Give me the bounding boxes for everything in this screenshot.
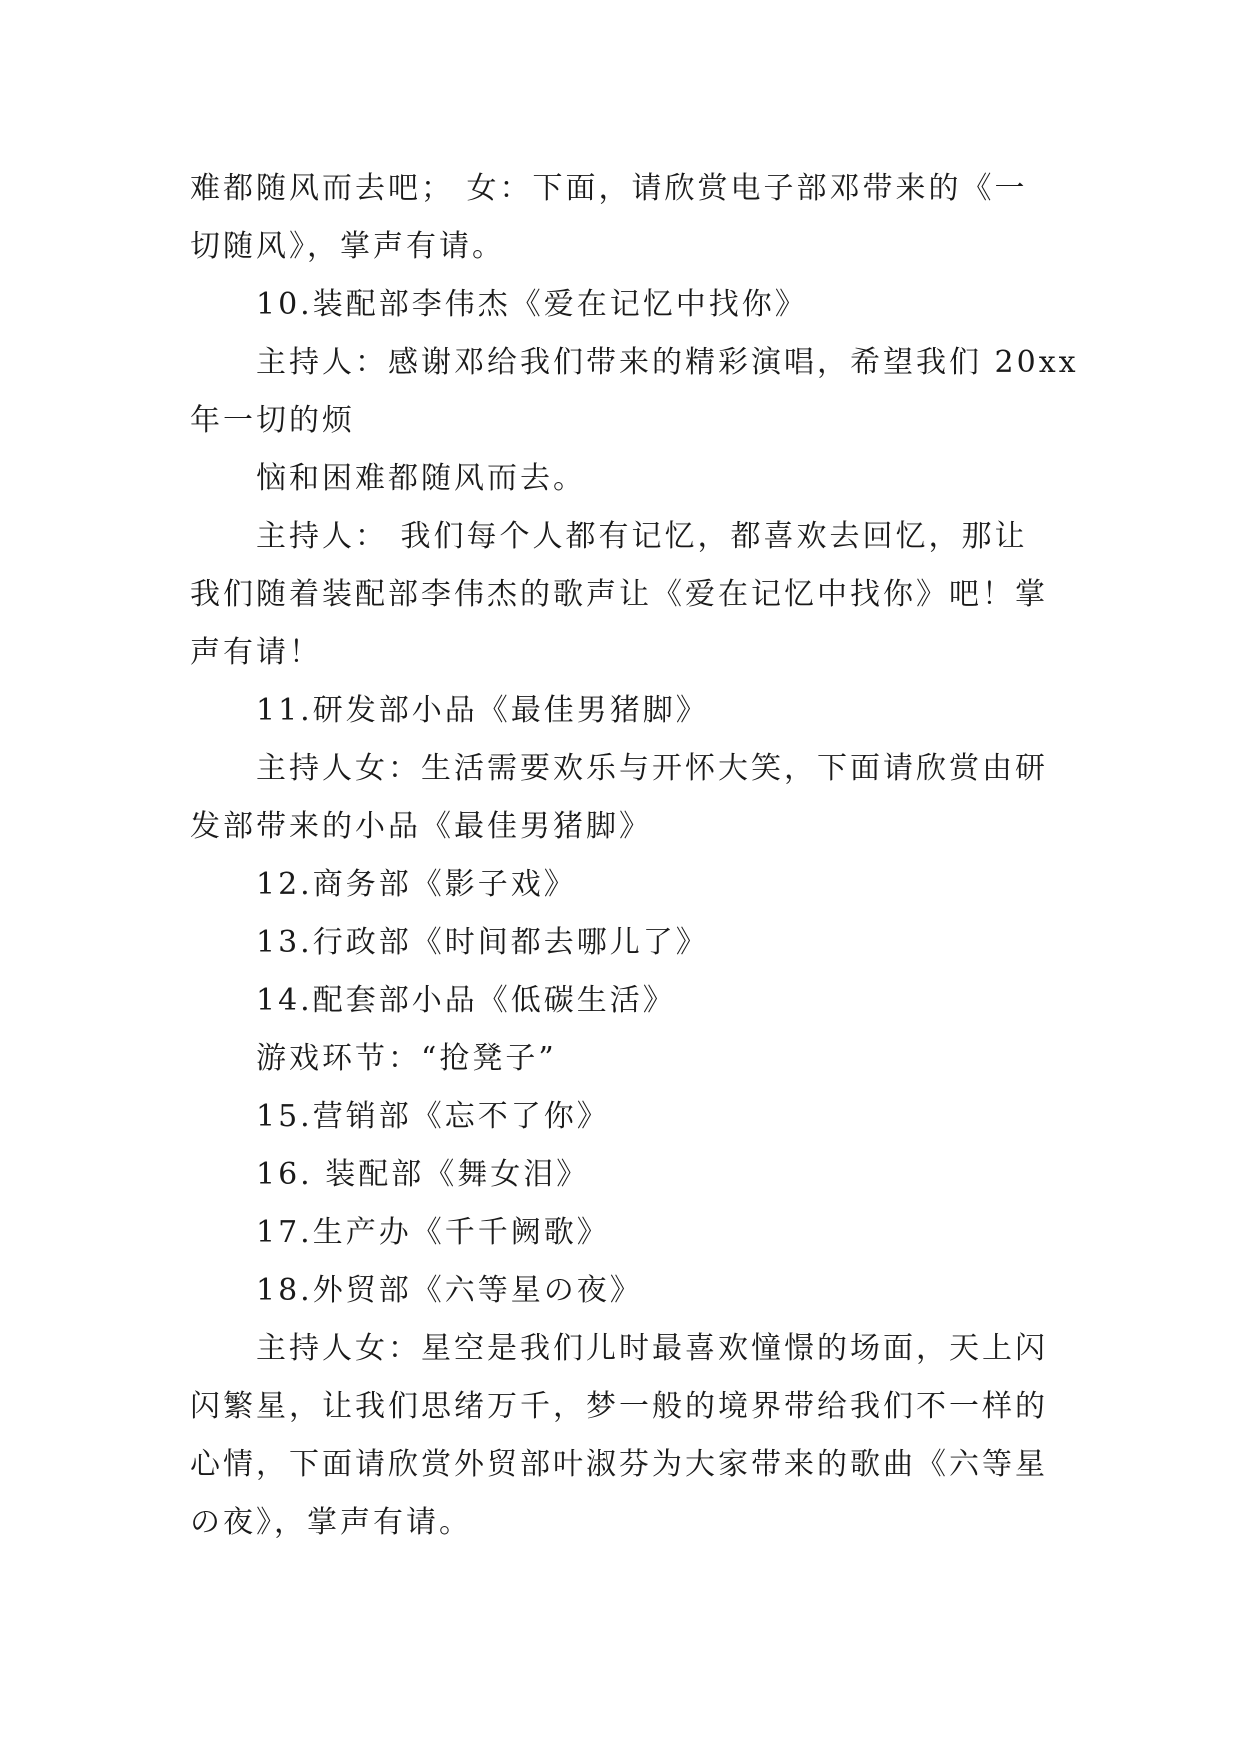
text-line: 恼和困难都随风而去。 [256,461,586,496]
host-line: 主持人女：生活需要欢乐与开怀大笑，下面请欣赏由研 [256,751,1048,786]
host-line: 主持人：感谢邓给我们带来的精彩演唱，希望我们 20xx [256,345,1079,380]
program-item: 12.商务部《影子戏》 [256,867,577,902]
text-line: 闪繁星，让我们思绪万千，梦一般的境界带给我们不一样的 [190,1389,1048,1424]
program-item: 11.研发部小品《最佳男猪脚》 [256,693,709,728]
program-item: 14.配套部小品《低碳生活》 [256,983,676,1018]
text-line: 年一切的烦 [190,403,355,438]
text-line: 切随风》，掌声有请。 [190,229,505,264]
text-line: 难都随风而去吧； 女：下面，请欣赏电子部邓带来的《一 [190,171,1028,206]
program-item: 15.营销部《忘不了你》 [256,1099,610,1134]
host-line: 主持人： 我们每个人都有记忆，都喜欢去回忆，那让 [256,519,1028,554]
text-line: 发部带来的小品《最佳男猪脚》 [190,809,652,844]
text-line: 心情，下面请欣赏外贸部叶淑芬为大家带来的歌曲《六等星 [190,1447,1048,1482]
program-item: 16. 装配部《舞女泪》 [256,1157,590,1192]
program-item: 13.行政部《时间都去哪儿了》 [256,925,709,960]
text-line: 声有请！ [190,635,322,670]
game-segment: 游戏环节：“抢凳子” [256,1041,557,1076]
program-item: 18.外贸部《六等星の夜》 [256,1273,643,1308]
program-item: 17.生产办《千千阙歌》 [256,1215,610,1250]
program-item: 10.装配部李伟杰《爱在记忆中找你》 [256,287,808,322]
text-line: 我们随着装配部李伟杰的歌声让《爱在记忆中找你》吧！掌 [190,577,1048,612]
document-body [190,160,1079,1552]
text-line: の夜》，掌声有请。 [190,1505,472,1540]
host-line: 主持人女：星空是我们儿时最喜欢憧憬的场面，天上闪 [256,1331,1048,1366]
